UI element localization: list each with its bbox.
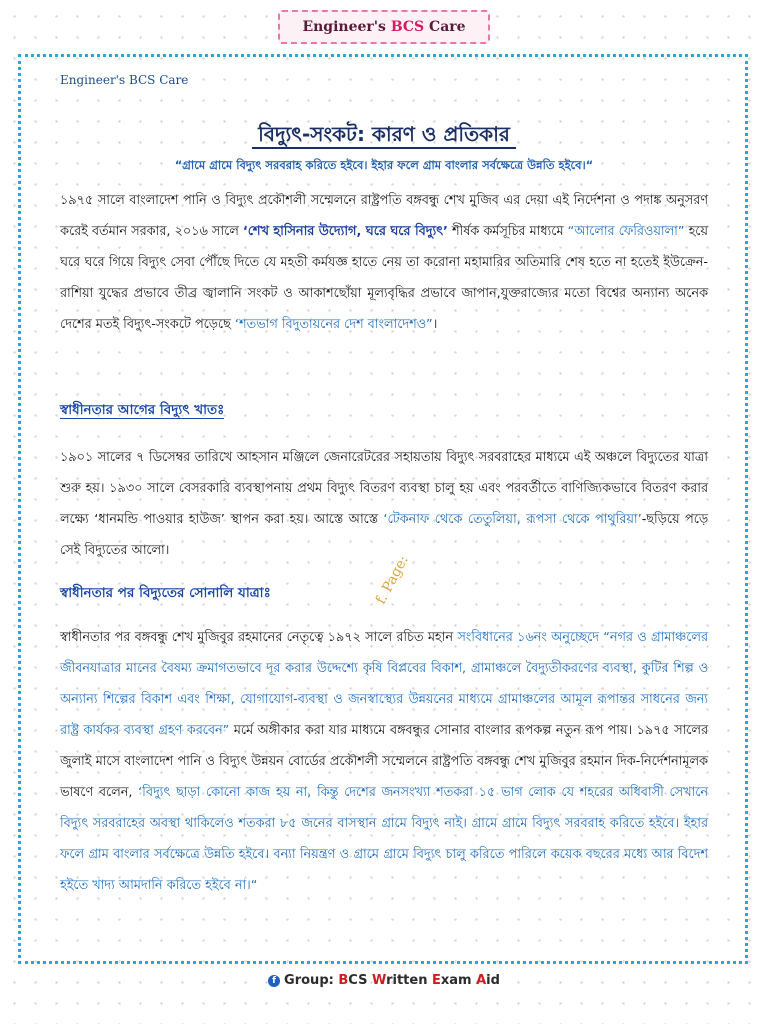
page-watermark: f. Page:: [372, 552, 412, 608]
title-quote: “গ্রামে গ্রামে বিদ্যুৎ সরবরাহ করিতে হইবে। ইহার ফলে গ্রাম বাংলার সর্বক্ষেত্রে উন্নতি হইবে।“: [174, 158, 594, 172]
page-title: [0, 120, 768, 153]
footer-word-aid: id: [486, 973, 500, 988]
footer-letter-e: E: [431, 973, 441, 988]
p1-text-c: শীর্ষক কর্মসূচির মাধ্যমে: [447, 224, 568, 239]
header-banner: [278, 10, 490, 44]
p3-text-c: মর্মে অঙ্গীকার করা যার মাধ্যমে বঙ্গবন্ধুর সোনার বাংলার রূপকল্প নতুন রূপ পায়। ১৯৭৫ সালের জুলাই মাসে বাংলাদেশ পানি ও বিদ্যুৎ উন্নয়ন বোর্ডের প্রকৌশলী সম্মেলনে রাষ্ট্রপতি বঙ্গবন্ধু শেখ মুজিবুর রহমান দিক-নির্দেশনামূলক ভাষণে বলেন,: [60, 723, 708, 800]
footer-letter-w: W: [371, 973, 387, 988]
p1-text-a: ১৯৭৫ সালে বাংলাদেশ পানি ও বিদ্যুৎ প্রকৌশলী সম্মেলনে রাষ্ট্রপতি বঙ্গবন্ধু শেখ মুজিব এর দেয়া এই নির্দেশনা ও পদাঙ্ক অনুসরণ করেই বর্তমান সরকার, ২০১৬ সালে: [60, 193, 708, 239]
header-text-part3: Care: [424, 19, 466, 35]
header-text-accent: BCS: [390, 19, 425, 35]
brand-label: Engineer's BCS Care: [60, 73, 189, 87]
footer: [0, 973, 768, 988]
p2-text-a: ১৯০১ সালের ৭ ডিসেম্বর তারিখে আহসান মঞ্জিলে জেনারেটরের সহায়তায় বিদ্যুৎ সরবরাহের মাধ্যমে এই অঞ্চলে বিদ্যুতের যাত্রা শুরু হয়। ১৯৩০ সালে বেসরকারি ব্যবস্থাপনায় প্রথম বিদ্যুৎ বিতরণ ব্যবস্থা চালু হয় এবং পরবর্তীতে বাণিজ্যিকভাবে বিতরণ করার লক্ষ্যে ‘ধানমন্ডি পাওয়ার হাউজ’ স্থাপন করা হয়। আস্তে আস্তে: [60, 450, 708, 527]
paragraph-1: [60, 185, 708, 340]
p3-highlight-constitution: সংবিধানের ১৬নং অনুচ্ছেদে “নগর ও গ্রামাঞ্চলের জীবনযাত্রার মানের বৈষম্য ক্রমাগতভাবে দূর করার উদ্দেশ্যে কৃষি বিপ্লবের বিকাশ, গ্রামাঞ্চলে বৈদ্যুতীকরণের ব্যবস্থা, কুটির শিল্প ও অন্যান্য শিল্পের বিকাশ এবং শিক্ষা, যোগাযোগ-ব্যবস্থা ও জনস্বাস্থ্যের উন্নয়নের মাধ্যমে গ্রামাঞ্চলের আমূল রূপান্তর সাধনের জন্য রাষ্ট্র কার্যকর ব্যবস্থা গ্রহণ করবেন”: [60, 630, 708, 738]
section-heading-post-independence: [60, 582, 271, 605]
header-text-part1: Engineer's: [302, 19, 391, 35]
footer-word-exam: xam: [440, 973, 477, 988]
p1-text-g: ।: [432, 317, 438, 332]
p1-highlight-ferrywala: “আলোর ফেরিওয়ালা”: [567, 224, 685, 239]
p1-highlight-slogan: ‘শেখ হাসিনার উদ্যোগ, ঘরে ঘরে বিদ্যুৎ’: [242, 224, 448, 239]
paragraph-3: [60, 622, 708, 901]
paragraph-2: [60, 442, 708, 566]
footer-word-bcs: CS: [348, 973, 372, 988]
footer-letter-b: B: [338, 973, 349, 988]
section-heading-post-independence-text: স্বাধীনতার পর বিদ্যুতের সোনালি যাত্রাঃ: [60, 585, 271, 601]
p3-text-a: স্বাধীনতার পর বঙ্গবন্ধু শেখ মুজিবুর রহমানের নেতৃত্বে ১৯৭২ সালে রচিত মহান: [60, 630, 458, 645]
footer-word-written: ritten: [386, 973, 432, 988]
p3-highlight-speech: ‘বিদ্যুৎ ছাড়া কোনো কাজ হয় না, কিন্তু দেশের জনসংখ্যা শতকরা ১৫ ভাগ লোক যে শহরের অধিবাসী সেখানে বিদ্যুৎ সরবরাহের অবস্থা থাকিলেও শতকরা ৮৫ জনের বাসস্থান গ্রামে বিদ্যুৎ নাই। গ্রামে গ্রামে বিদ্যুৎ সরবরাহ করিতে হইবে। ইহার ফলে গ্রাম বাংলার সর্বক্ষেত্রে উন্নতি হইবে। বন্যা নিয়ন্ত্রণ ও গ্রামে গ্রামে বিদ্যুৎ চালু করিতে পারিলে কয়েক বছরের মধ্যে আর বিদেশ হইতে খাদ্য আমদানি করিতে হইবে না।“: [60, 785, 708, 893]
section-heading-pre-independence-text: স্বাধীনতার আগের বিদ্যুৎ খাতঃ: [60, 402, 225, 418]
p2-text-c: -ছড়িয়ে পড়ে সেই বিদ্যুতের আলো।: [60, 512, 708, 558]
facebook-icon: f: [268, 975, 280, 987]
section-heading-pre-independence: [60, 399, 224, 422]
p1-text-e: হয়ে ঘরে ঘরে গিয়ে বিদ্যুৎ সেবা পৌঁছে দিতে যে মহতী কর্মযজ্ঞ হাতে নেয় তা করোনা মহামারির অতিমারি শেষ হতে না হতেই ইউক্রেন-রাশিয়া যুদ্ধের প্রভাবে তীব্র জ্বালানি সংকট ও আকাশছোঁয়া মূল্যবৃদ্ধির প্রভাবে জাপান,যুক্তরাজ্যের মতো বিশ্বের অন্যান্য অনেক দেশের মতই বিদ্যুৎ-সংকটে পড়েছে: [60, 224, 708, 332]
p1-highlight-country: ‘শতভাগ বিদুতায়নের দেশ বাংলাদেশও”: [234, 317, 433, 332]
p2-highlight-teknaf: ‘টেকনাফ থেকে তেতুলিয়া, রূপসা থেকে পাথুরিয়া’: [383, 512, 642, 527]
page-title-text: বিদ্যুৎ-সংকট: কারণ ও প্রতিকার: [252, 122, 516, 149]
footer-prefix: Group:: [284, 973, 339, 988]
footer-letter-a: A: [476, 973, 487, 988]
